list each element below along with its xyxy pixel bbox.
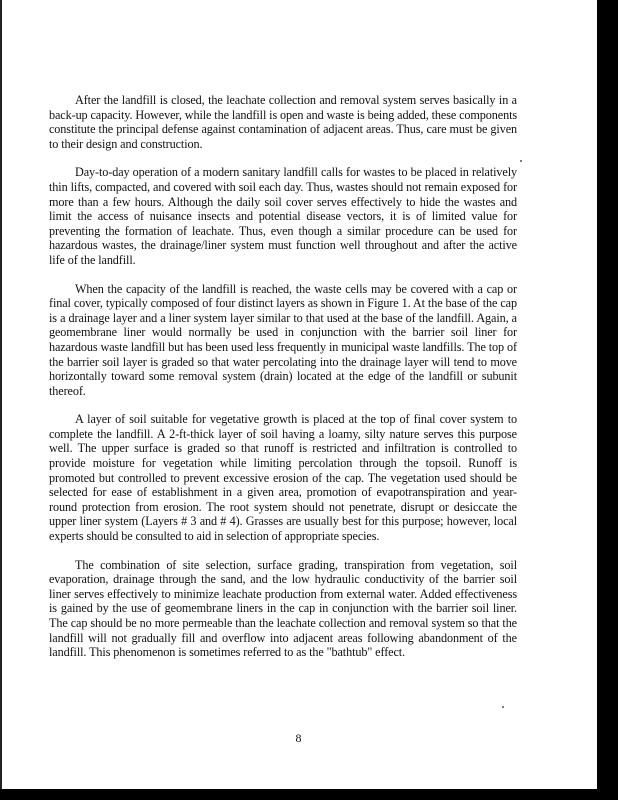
page-number: 8 (295, 731, 302, 745)
paragraph-leachate-system: After the landfill is closed, the leachate collection and removal system serves basically in a back-up capacity. However, while the landfill is open and waste is being added, these components constitute the principal defense against contamination of adjacent areas. Thus, care must be given to their design and construction. (49, 93, 518, 151)
scan-border-right (597, 0, 618, 800)
paragraph-vegetative-layer: A layer of soil suitable for vegetative growth is placed at the top of final cover system to complete the landfill. A 2-ft-thick layer of soil having a loamy, silty nature serves this purpose well. The upper surface is graded so that runoff is restricted and infiltration is controlled to provide moisture for vegetation while limiting percolation through the topsoil. Runoff is promoted but controlled to prevent excessive erosion of the cap. The vegetation used should be selected for ease of establishment in a given area, promotion of evapotranspiration and year-round protection from erosion. The root system should not penetrate, disrupt or desiccate the upper liner system (Layers # 3 and # 4). Grasses are usually best for this purpose; however, local experts should be consulted to aid in selection of appropriate species. (49, 412, 517, 544)
body-text (49, 93, 517, 674)
paragraph-final-cover: When the capacity of the landfill is reached, the waste cells may be covered with a cap or final cover, typically composed of four distinct layers as shown in Figure 1. At the base of the cap is a drainage layer and a liner system layer similar to that used at the base of the landfill. Again, a geomembrane liner would normally be used in conjunction with the barrier soil liner for hazardous waste landfill but has been used less frequently in municipal waste landfills. The top of the barrier soil layer is graded so that water percolating into the drainage layer will tend to move horizontally toward some removal system (drain) located at the edge of the landfill or subunit thereof. (49, 281, 517, 398)
paragraph-daily-operation: Day-to-day operation of a modern sanitary landfill calls for wastes to be placed in relatively thin lifts, compacted, and covered with soil each day. Thus, wastes should not remain exposed for more than a few hours. Although the daily soil cover serves effectively to hide the wastes and limit the access of nuisance insects and potential disease vectors, it is of limited value for preventing the formation of leachate. Thus, even though a similar procedure can be used for hazardous wastes, the drainage/liner system must function well throughout and after the active life of the landfill. (49, 165, 517, 267)
paragraph-bathtub-effect: The combination of site selection, surface grading, transpiration from vegetation, soil evaporation, drainage through the sand, and the low hydraulic conductivity of the barrier soil liner serves effectively to minimize leachate production from external water. Added effectiveness is gained by the use of geomembrane liners in the cap in conjunction with the barrier soil liner. The cap should be no more permeable than the leachate collection and removal system so that the landfill will not gradually fill and overflow into adjacent areas following abandonment of the landfill. This phenomenon is sometimes referred to as the "bathtub" effect. (49, 557, 517, 660)
scan-speck (502, 706, 504, 708)
scan-border-bottom (0, 789, 618, 800)
scan-border-left (0, 0, 2, 800)
scan-speck (520, 160, 522, 162)
